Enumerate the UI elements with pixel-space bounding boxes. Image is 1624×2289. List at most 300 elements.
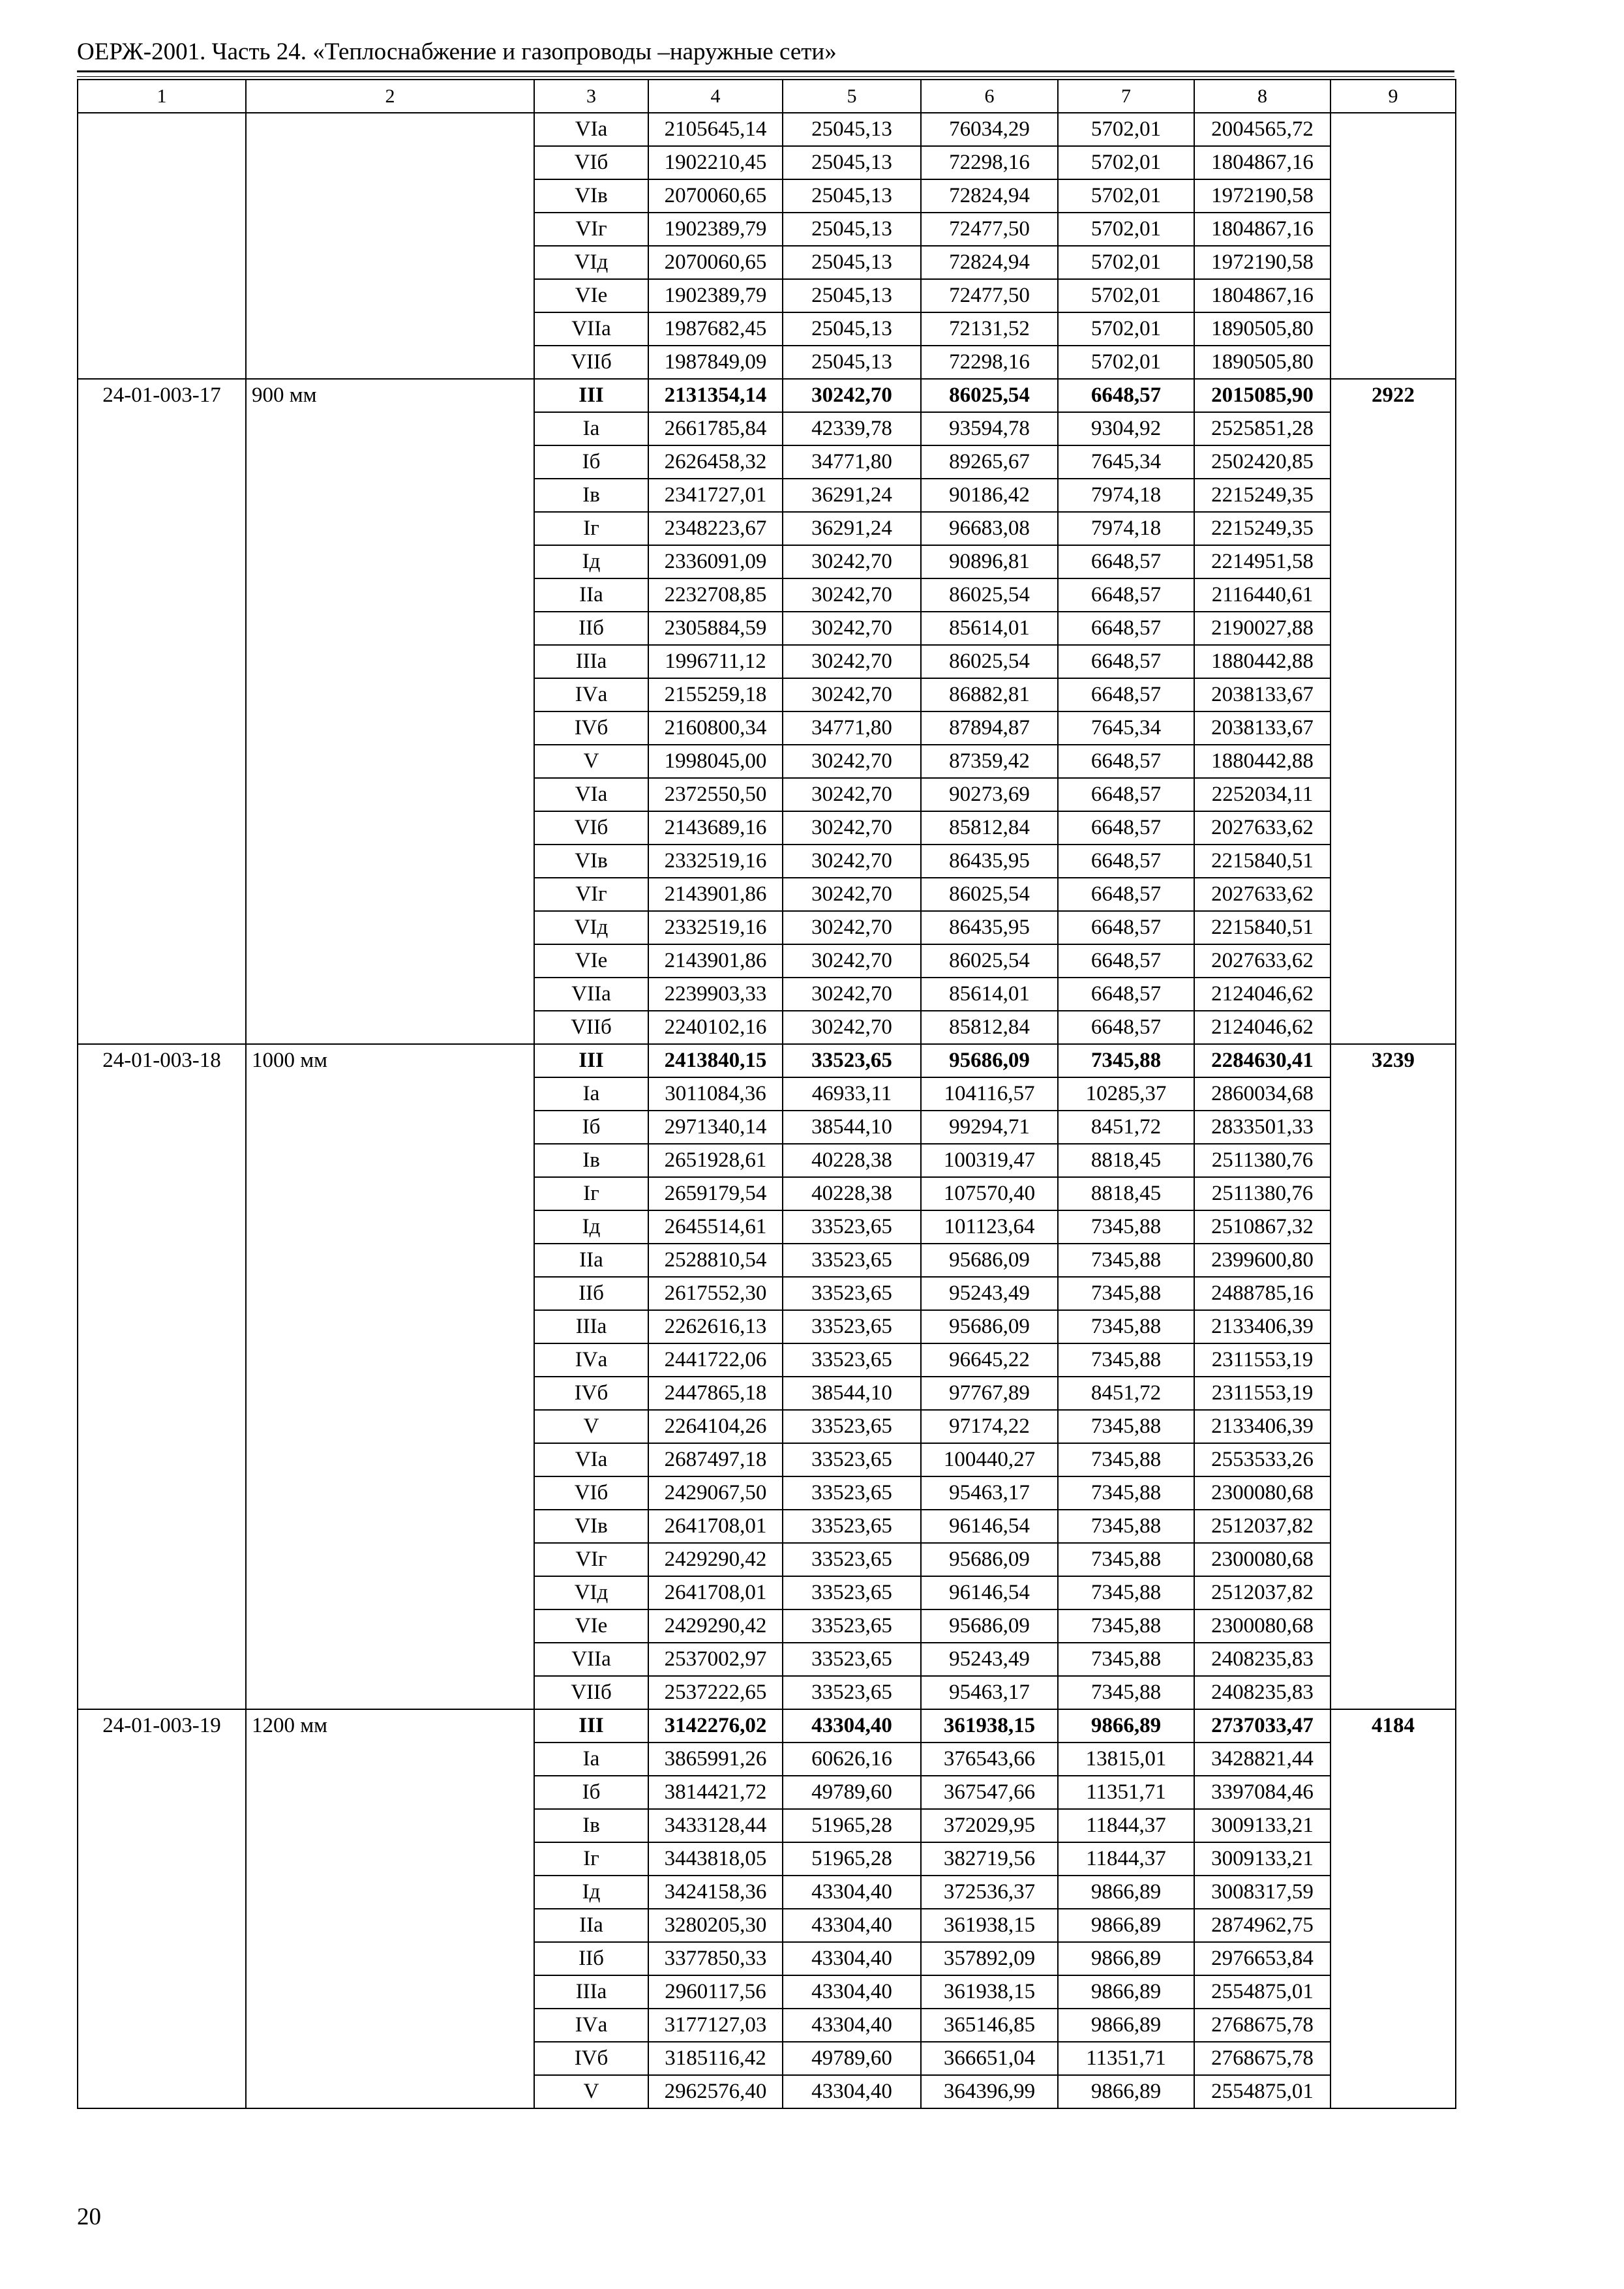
machine-cost: 86025,54 — [921, 578, 1058, 612]
materials-cost: 2284630,41 — [1194, 1044, 1331, 1077]
labor-hours: 2922 — [1331, 379, 1456, 1044]
machinist-wages: 8451,72 — [1058, 1111, 1194, 1144]
labor-cost: 30242,70 — [783, 845, 921, 878]
labor-cost: 30242,70 — [783, 1011, 921, 1044]
machinist-wages: 9866,89 — [1058, 1709, 1194, 1743]
labor-cost: 43304,40 — [783, 2009, 921, 2042]
labor-cost: 51965,28 — [783, 1809, 921, 1842]
machinist-wages: 7974,18 — [1058, 512, 1194, 545]
machine-cost: 93594,78 — [921, 412, 1058, 445]
territorial-zone: IIб — [534, 612, 648, 645]
total-cost: 2429067,50 — [648, 1476, 783, 1510]
machine-cost: 85614,01 — [921, 612, 1058, 645]
total-cost: 2651928,61 — [648, 1144, 783, 1177]
territorial-zone: IVа — [534, 1343, 648, 1377]
labor-cost: 51965,28 — [783, 1842, 921, 1876]
total-cost: 2962576,40 — [648, 2075, 783, 2108]
labor-cost: 33523,65 — [783, 1410, 921, 1443]
materials-cost: 2215840,51 — [1194, 911, 1331, 944]
machine-cost: 95686,09 — [921, 1543, 1058, 1576]
machine-cost: 95686,09 — [921, 1310, 1058, 1343]
machine-cost: 366651,04 — [921, 2042, 1058, 2075]
total-cost: 2429290,42 — [648, 1543, 783, 1576]
territorial-zone: VIв — [534, 179, 648, 213]
materials-cost: 2510867,32 — [1194, 1210, 1331, 1244]
territorial-zone: IIб — [534, 1942, 648, 1975]
labor-cost: 36291,24 — [783, 512, 921, 545]
total-cost: 2537222,65 — [648, 1676, 783, 1709]
territorial-zone: Iд — [534, 1210, 648, 1244]
territorial-zone: IVа — [534, 678, 648, 711]
column-number: 3 — [534, 80, 648, 113]
machinist-wages: 7974,18 — [1058, 479, 1194, 512]
labor-cost: 30242,70 — [783, 978, 921, 1011]
machinist-wages: 6648,57 — [1058, 944, 1194, 978]
total-cost: 2264104,26 — [648, 1410, 783, 1443]
machinist-wages: 7345,88 — [1058, 1410, 1194, 1443]
labor-cost: 49789,60 — [783, 1776, 921, 1809]
territorial-zone: VIе — [534, 279, 648, 312]
machinist-wages: 9866,89 — [1058, 1909, 1194, 1942]
territorial-zone: III — [534, 1044, 648, 1077]
materials-cost: 2027633,62 — [1194, 944, 1331, 978]
total-cost: 2641708,01 — [648, 1510, 783, 1543]
labor-cost: 30242,70 — [783, 578, 921, 612]
machine-cost: 97767,89 — [921, 1377, 1058, 1410]
territorial-zone: IIIа — [534, 645, 648, 678]
territorial-zone: V — [534, 1410, 648, 1443]
total-cost: 2332519,16 — [648, 911, 783, 944]
territorial-zone: VIIб — [534, 1011, 648, 1044]
machinist-wages: 5702,01 — [1058, 113, 1194, 146]
labor-cost: 43304,40 — [783, 1909, 921, 1942]
machinist-wages: 5702,01 — [1058, 246, 1194, 279]
total-cost: 2305884,59 — [648, 612, 783, 645]
machine-cost: 357892,09 — [921, 1942, 1058, 1975]
machinist-wages: 9866,89 — [1058, 1975, 1194, 2009]
machine-cost: 100319,47 — [921, 1144, 1058, 1177]
materials-cost: 2408235,83 — [1194, 1643, 1331, 1676]
machine-cost: 382719,56 — [921, 1842, 1058, 1876]
labor-cost: 30242,70 — [783, 745, 921, 778]
total-cost: 2160800,34 — [648, 711, 783, 745]
labor-cost: 30242,70 — [783, 645, 921, 678]
machine-cost: 90186,42 — [921, 479, 1058, 512]
pipe-diameter: 1200 мм — [246, 1709, 534, 2108]
total-cost: 1902389,79 — [648, 213, 783, 246]
materials-cost: 2768675,78 — [1194, 2042, 1331, 2075]
column-number: 4 — [648, 80, 783, 113]
territorial-zone: Iв — [534, 479, 648, 512]
total-cost: 3185116,42 — [648, 2042, 783, 2075]
machinist-wages: 6648,57 — [1058, 612, 1194, 645]
machinist-wages: 7345,88 — [1058, 1277, 1194, 1310]
labor-cost: 42339,78 — [783, 412, 921, 445]
materials-cost: 2215249,35 — [1194, 512, 1331, 545]
labor-hours: 3239 — [1331, 1044, 1456, 1709]
total-cost: 2413840,15 — [648, 1044, 783, 1077]
machinist-wages: 11844,37 — [1058, 1842, 1194, 1876]
territorial-zone: IIа — [534, 1909, 648, 1942]
machinist-wages: 8818,45 — [1058, 1144, 1194, 1177]
machinist-wages: 10285,37 — [1058, 1077, 1194, 1111]
table-row — [78, 1709, 1456, 1743]
machinist-wages: 6648,57 — [1058, 678, 1194, 711]
territorial-zone: IVб — [534, 711, 648, 745]
column-number: 9 — [1331, 80, 1456, 113]
total-cost: 2617552,30 — [648, 1277, 783, 1310]
materials-cost: 2133406,39 — [1194, 1410, 1331, 1443]
machine-cost: 372536,37 — [921, 1876, 1058, 1909]
machine-cost: 99294,71 — [921, 1111, 1058, 1144]
materials-cost: 2038133,67 — [1194, 711, 1331, 745]
machine-cost: 85812,84 — [921, 811, 1058, 845]
machine-cost: 95243,49 — [921, 1643, 1058, 1676]
page-header: ОЕРЖ-2001. Часть 24. «Теплоснабжение и газопроводы –наружные сети» — [77, 38, 837, 65]
territorial-zone: Iб — [534, 1776, 648, 1809]
header-rule-thin — [77, 76, 1454, 77]
machine-cost: 86882,81 — [921, 678, 1058, 711]
table-row — [78, 113, 1456, 146]
machine-cost: 72824,94 — [921, 179, 1058, 213]
machine-cost: 87359,42 — [921, 745, 1058, 778]
labor-cost: 30242,70 — [783, 612, 921, 645]
territorial-zone: V — [534, 2075, 648, 2108]
machine-cost: 367547,66 — [921, 1776, 1058, 1809]
materials-cost: 2502420,85 — [1194, 445, 1331, 479]
labor-cost: 25045,13 — [783, 213, 921, 246]
materials-cost: 3008317,59 — [1194, 1876, 1331, 1909]
machine-cost: 104116,57 — [921, 1077, 1058, 1111]
labor-cost: 40228,38 — [783, 1144, 921, 1177]
materials-cost: 1972190,58 — [1194, 179, 1331, 213]
materials-cost: 3428821,44 — [1194, 1743, 1331, 1776]
territorial-zone: IIа — [534, 1244, 648, 1277]
materials-cost: 2190027,88 — [1194, 612, 1331, 645]
machinist-wages: 7345,88 — [1058, 1310, 1194, 1343]
territorial-zone: VIг — [534, 213, 648, 246]
total-cost: 3377850,33 — [648, 1942, 783, 1975]
territorial-zone: VIIб — [534, 1676, 648, 1709]
machinist-wages: 5702,01 — [1058, 312, 1194, 346]
territorial-zone: VIа — [534, 1443, 648, 1476]
total-cost: 2537002,97 — [648, 1643, 783, 1676]
machinist-wages: 7345,88 — [1058, 1044, 1194, 1077]
total-cost: 2659179,54 — [648, 1177, 783, 1210]
labor-cost: 34771,80 — [783, 445, 921, 479]
territorial-zone: VIIа — [534, 312, 648, 346]
machinist-wages: 7345,88 — [1058, 1443, 1194, 1476]
territorial-zone: Iд — [534, 1876, 648, 1909]
total-cost: 2341727,01 — [648, 479, 783, 512]
materials-cost: 2874962,75 — [1194, 1909, 1331, 1942]
machinist-wages: 7345,88 — [1058, 1643, 1194, 1676]
labor-cost: 33523,65 — [783, 1643, 921, 1676]
labor-cost: 25045,13 — [783, 146, 921, 179]
labor-cost: 30242,70 — [783, 878, 921, 911]
total-cost: 2661785,84 — [648, 412, 783, 445]
total-cost: 1987682,45 — [648, 312, 783, 346]
territorial-zone: Iа — [534, 1077, 648, 1111]
machinist-wages: 5702,01 — [1058, 346, 1194, 379]
territorial-zone: VIг — [534, 1543, 648, 1576]
machinist-wages: 11351,71 — [1058, 2042, 1194, 2075]
labor-hours — [1331, 113, 1456, 379]
total-cost: 1902389,79 — [648, 279, 783, 312]
labor-cost: 38544,10 — [783, 1377, 921, 1410]
machinist-wages: 5702,01 — [1058, 279, 1194, 312]
table-row — [78, 1044, 1456, 1077]
total-cost: 2687497,18 — [648, 1443, 783, 1476]
materials-cost: 2511380,76 — [1194, 1144, 1331, 1177]
labor-cost: 49789,60 — [783, 2042, 921, 2075]
rate-code: 24-01-003-17 — [78, 379, 246, 1044]
machine-cost: 365146,85 — [921, 2009, 1058, 2042]
labor-cost: 43304,40 — [783, 1709, 921, 1743]
machinist-wages: 7345,88 — [1058, 1576, 1194, 1609]
materials-cost: 2408235,83 — [1194, 1676, 1331, 1709]
machinist-wages: 6648,57 — [1058, 379, 1194, 412]
total-cost: 2441722,06 — [648, 1343, 783, 1377]
price-table — [77, 79, 1456, 2109]
machinist-wages: 9866,89 — [1058, 1876, 1194, 1909]
machine-cost: 72131,52 — [921, 312, 1058, 346]
total-cost: 3011084,36 — [648, 1077, 783, 1111]
total-cost: 1987849,09 — [648, 346, 783, 379]
labor-cost: 33523,65 — [783, 1676, 921, 1709]
materials-cost: 2511380,76 — [1194, 1177, 1331, 1210]
territorial-zone: IVб — [534, 2042, 648, 2075]
materials-cost: 2553533,26 — [1194, 1443, 1331, 1476]
territorial-zone: VIIа — [534, 1643, 648, 1676]
territorial-zone: VIб — [534, 146, 648, 179]
machine-cost: 86025,54 — [921, 379, 1058, 412]
machine-cost: 361938,15 — [921, 1975, 1058, 2009]
materials-cost: 1972190,58 — [1194, 246, 1331, 279]
total-cost: 2105645,14 — [648, 113, 783, 146]
machine-cost: 95686,09 — [921, 1044, 1058, 1077]
machine-cost: 85614,01 — [921, 978, 1058, 1011]
materials-cost: 2554875,01 — [1194, 1975, 1331, 2009]
total-cost: 3142276,02 — [648, 1709, 783, 1743]
materials-cost: 3009133,21 — [1194, 1842, 1331, 1876]
territorial-zone: IIIа — [534, 1310, 648, 1343]
total-cost: 2143901,86 — [648, 944, 783, 978]
total-cost: 2143901,86 — [648, 878, 783, 911]
labor-cost: 25045,13 — [783, 279, 921, 312]
machinist-wages: 13815,01 — [1058, 1743, 1194, 1776]
machine-cost: 85812,84 — [921, 1011, 1058, 1044]
machine-cost: 95463,17 — [921, 1476, 1058, 1510]
machine-cost: 87894,87 — [921, 711, 1058, 745]
territorial-zone: Iб — [534, 1111, 648, 1144]
territorial-zone: Iб — [534, 445, 648, 479]
territorial-zone: Iг — [534, 1842, 648, 1876]
materials-cost: 1804867,16 — [1194, 146, 1331, 179]
total-cost: 2070060,65 — [648, 179, 783, 213]
column-number: 6 — [921, 80, 1058, 113]
territorial-zone: VIв — [534, 1510, 648, 1543]
labor-cost: 46933,11 — [783, 1077, 921, 1111]
machine-cost: 376543,66 — [921, 1743, 1058, 1776]
machine-cost: 96146,54 — [921, 1510, 1058, 1543]
total-cost: 1902210,45 — [648, 146, 783, 179]
column-number: 1 — [78, 80, 246, 113]
labor-cost: 33523,65 — [783, 1443, 921, 1476]
total-cost: 2960117,56 — [648, 1975, 783, 2009]
territorial-zone: IIIа — [534, 1975, 648, 2009]
labor-cost: 43304,40 — [783, 1975, 921, 2009]
materials-cost: 1880442,88 — [1194, 645, 1331, 678]
materials-cost: 2300080,68 — [1194, 1609, 1331, 1643]
machine-cost: 90896,81 — [921, 545, 1058, 578]
total-cost: 2429290,42 — [648, 1609, 783, 1643]
materials-cost: 3009133,21 — [1194, 1809, 1331, 1842]
labor-cost: 60626,16 — [783, 1743, 921, 1776]
labor-cost: 30242,70 — [783, 911, 921, 944]
total-cost: 2336091,09 — [648, 545, 783, 578]
column-number: 8 — [1194, 80, 1331, 113]
labor-cost: 33523,65 — [783, 1310, 921, 1343]
rate-code — [78, 113, 246, 379]
header-rule-thick — [77, 70, 1454, 72]
materials-cost: 2311553,19 — [1194, 1343, 1331, 1377]
materials-cost: 2124046,62 — [1194, 978, 1331, 1011]
territorial-zone: Iа — [534, 412, 648, 445]
materials-cost: 1804867,16 — [1194, 279, 1331, 312]
total-cost: 1998045,00 — [648, 745, 783, 778]
materials-cost: 2116440,61 — [1194, 578, 1331, 612]
machine-cost: 72477,50 — [921, 279, 1058, 312]
labor-cost: 33523,65 — [783, 1343, 921, 1377]
machinist-wages: 6648,57 — [1058, 545, 1194, 578]
labor-cost: 33523,65 — [783, 1277, 921, 1310]
territorial-zone: Iв — [534, 1144, 648, 1177]
total-cost: 3280205,30 — [648, 1909, 783, 1942]
materials-cost: 2215249,35 — [1194, 479, 1331, 512]
labor-cost: 30242,70 — [783, 811, 921, 845]
labor-cost: 33523,65 — [783, 1510, 921, 1543]
page-number: 20 — [77, 2204, 101, 2230]
materials-cost: 2215840,51 — [1194, 845, 1331, 878]
machine-cost: 95686,09 — [921, 1609, 1058, 1643]
pipe-diameter — [246, 113, 534, 379]
labor-cost: 30242,70 — [783, 778, 921, 811]
materials-cost: 2833501,33 — [1194, 1111, 1331, 1144]
labor-cost: 33523,65 — [783, 1543, 921, 1576]
machine-cost: 86025,54 — [921, 878, 1058, 911]
column-number: 7 — [1058, 80, 1194, 113]
total-cost: 2239903,33 — [648, 978, 783, 1011]
machinist-wages: 11844,37 — [1058, 1809, 1194, 1842]
territorial-zone: Iг — [534, 1177, 648, 1210]
machine-cost: 372029,95 — [921, 1809, 1058, 1842]
labor-cost: 25045,13 — [783, 246, 921, 279]
materials-cost: 2860034,68 — [1194, 1077, 1331, 1111]
territorial-zone: Iд — [534, 545, 648, 578]
total-cost: 2641708,01 — [648, 1576, 783, 1609]
territorial-zone: VIб — [534, 1476, 648, 1510]
total-cost: 2626458,32 — [648, 445, 783, 479]
labor-cost: 43304,40 — [783, 2075, 921, 2108]
pipe-diameter: 1000 мм — [246, 1044, 534, 1709]
labor-cost: 33523,65 — [783, 1210, 921, 1244]
total-cost: 2143689,16 — [648, 811, 783, 845]
machinist-wages: 11351,71 — [1058, 1776, 1194, 1809]
territorial-zone: IIа — [534, 578, 648, 612]
machinist-wages: 5702,01 — [1058, 213, 1194, 246]
machine-cost: 72298,16 — [921, 146, 1058, 179]
total-cost: 2372550,50 — [648, 778, 783, 811]
machine-cost: 90273,69 — [921, 778, 1058, 811]
machine-cost: 96645,22 — [921, 1343, 1058, 1377]
machinist-wages: 6648,57 — [1058, 645, 1194, 678]
machinist-wages: 5702,01 — [1058, 146, 1194, 179]
materials-cost: 1890505,80 — [1194, 346, 1331, 379]
territorial-zone: VIд — [534, 911, 648, 944]
total-cost: 2971340,14 — [648, 1111, 783, 1144]
machinist-wages: 7645,34 — [1058, 445, 1194, 479]
territorial-zone: VIа — [534, 778, 648, 811]
machine-cost: 86025,54 — [921, 645, 1058, 678]
total-cost: 2332519,16 — [648, 845, 783, 878]
machine-cost: 96683,08 — [921, 512, 1058, 545]
materials-cost: 2737033,47 — [1194, 1709, 1331, 1743]
machine-cost: 95686,09 — [921, 1244, 1058, 1277]
territorial-zone: Iа — [534, 1743, 648, 1776]
price-table-body — [78, 80, 1456, 2108]
total-cost: 1996711,12 — [648, 645, 783, 678]
materials-cost: 2133406,39 — [1194, 1310, 1331, 1343]
materials-cost: 2004565,72 — [1194, 113, 1331, 146]
labor-cost: 25045,13 — [783, 179, 921, 213]
territorial-zone: IVб — [534, 1377, 648, 1410]
machine-cost: 95463,17 — [921, 1676, 1058, 1709]
machinist-wages: 8451,72 — [1058, 1377, 1194, 1410]
total-cost: 2447865,18 — [648, 1377, 783, 1410]
machine-cost: 89265,67 — [921, 445, 1058, 479]
total-cost: 2528810,54 — [648, 1244, 783, 1277]
materials-cost: 2300080,68 — [1194, 1476, 1331, 1510]
total-cost: 2240102,16 — [648, 1011, 783, 1044]
territorial-zone: VIб — [534, 811, 648, 845]
labor-cost: 34771,80 — [783, 711, 921, 745]
labor-cost: 25045,13 — [783, 346, 921, 379]
materials-cost: 2488785,16 — [1194, 1277, 1331, 1310]
machine-cost: 86435,95 — [921, 911, 1058, 944]
materials-cost: 1890505,80 — [1194, 312, 1331, 346]
territorial-zone: Iв — [534, 1809, 648, 1842]
territorial-zone: VIе — [534, 944, 648, 978]
machinist-wages: 9304,92 — [1058, 412, 1194, 445]
materials-cost: 2311553,19 — [1194, 1377, 1331, 1410]
labor-cost: 33523,65 — [783, 1609, 921, 1643]
pipe-diameter: 900 мм — [246, 379, 534, 1044]
machine-cost: 95243,49 — [921, 1277, 1058, 1310]
labor-cost: 30242,70 — [783, 379, 921, 412]
materials-cost: 2399600,80 — [1194, 1244, 1331, 1277]
total-cost: 3443818,05 — [648, 1842, 783, 1876]
total-cost: 2262616,13 — [648, 1310, 783, 1343]
machinist-wages: 7345,88 — [1058, 1543, 1194, 1576]
machine-cost: 72824,94 — [921, 246, 1058, 279]
materials-cost: 2768675,78 — [1194, 2009, 1331, 2042]
labor-cost: 30242,70 — [783, 545, 921, 578]
total-cost: 3177127,03 — [648, 2009, 783, 2042]
labor-cost: 30242,70 — [783, 944, 921, 978]
labor-cost: 30242,70 — [783, 678, 921, 711]
labor-cost: 33523,65 — [783, 1476, 921, 1510]
